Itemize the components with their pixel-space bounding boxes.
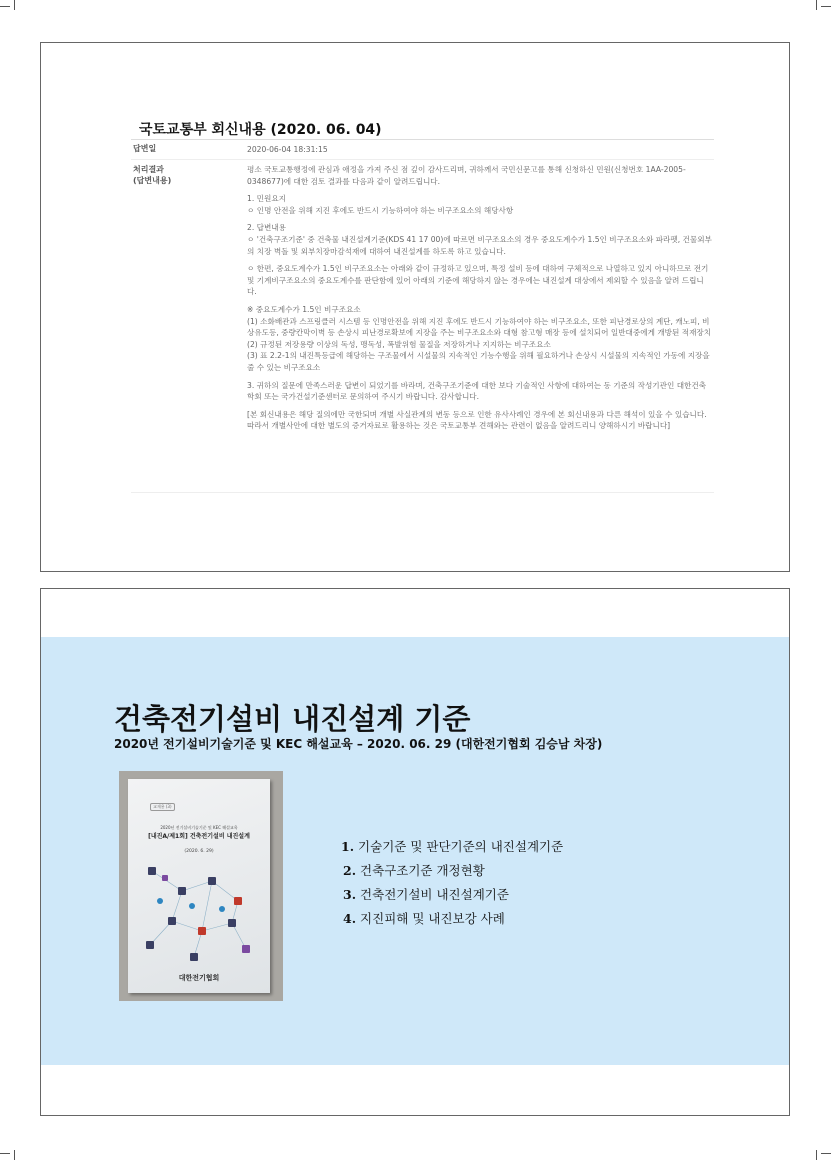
crop-mark [816,0,817,10]
slide-ministry-reply [40,42,790,572]
toc-item: 4. 지진피해 및 내진보강 사례 [343,911,505,926]
slide-title: 건축전기설비 내진설계 기준 [114,702,471,736]
reply-paragraph: ※ 중요도계수가 1.5인 비구조요소 (1) 소화배관과 스프링클러 시스템 등 인명안전을 위해 지진 후에도 반드시 기능하여야 하는 비구조요소, 또한 피난경로상의 계단, 캐노피, 비상유도등, 중량칸막이벽 등 손상시 피난경로확보에 지장을 주는 비구조요소와 대형 참고형 매장 등에 설치되어 일반대중에게 개방된 적재장치 (2) 규정된 저장용량 이상의 독성, 맹독성, 폭발위험 물질을 저장하거나 지지하는 비구조요소 (3) 표 2.2-1의 내진특등급에 해당하는 구조물에서 시설물의 지속적인 기능수행을 위해 필요하거나 손상시 시설물의 지속적인 가동에 지장을 줄 수 있는 비구조요소 [247,304,712,372]
scanned-reply [131,139,714,493]
crop-mark [816,1150,817,1160]
reply-paragraph: 2. 답변내용 ㅇ '건축구조기준' 중 건축물 내진설계기준(KDS 41 17 00)에 따르면 비구조요소의 경우 중요도계수가 1.5인 비구조요소와 파라펫, 건물외부의 치장 벽돌 및 외부치장마감석재에 대하여 내진설계를 하도록 하고 있습니다. [247,223,712,256]
crop-mark [821,1153,831,1154]
book-publisher: 대한전기협회 [178,974,220,982]
reply-body [247,164,712,438]
book-tag: 교재용 (3) [150,803,175,811]
slide-subtitle: 2020년 전기설비기술기준 및 KEC 해설교육 – 2020. 06. 29 (대한전기협회 김승남 차장) [114,737,603,751]
answer-date-label: 답변일 [133,144,157,153]
reply-paragraph: ㅇ 한편, 중요도계수가 1.5인 비구조요소는 아래와 같이 규정하고 있으며, 특정 설비 등에 대하여 구체적으로 나열하고 있지 아니하므로 전기 및 기계비구조요소의 중요도계수를 판단함에 있어 아래의 기준에 해당하지 않는 경우에는 내진설계 대상에서 제외할 수 있음을 알려 드립니다. [247,264,709,297]
crop-mark [821,6,831,7]
slide-seismic-design [40,588,790,1116]
table-of-contents [341,835,563,931]
network-illustration [142,861,256,965]
toc-item: 2. 건축구조기준 개정현황 [343,863,485,878]
toc-item: 3. 건축전기설비 내진설계기준 [343,887,509,902]
book-cover [128,779,270,993]
divider [131,159,714,160]
crop-mark [0,6,10,7]
reply-paragraph: [본 회신내용은 해당 질의에만 국한되며 개별 사실관계의 변동 등으로 인한 유사사례인 경우에 본 회신내용과 다른 해석이 있을 수 있습니다. 따라서 개별사안에 대한 별도의 증거자료로 활용하는 것은 국토교통부 견해와는 관련이 없음을 알려드리니 양해하시기 바랍니다] [247,409,707,431]
crop-mark [14,0,15,10]
book-date: (2020. 6. 29) [184,849,214,854]
reply-paragraph: 1. 민원요지 ㅇ 인명 안전을 위해 지진 후에도 반드시 기능하여야 하는 비구조요소의 해당사항 [247,194,514,215]
reply-paragraph: 3. 귀하의 질문에 만족스러운 답변이 되었기를 바라며, 건축구조기준에 대한 보다 기술적인 사항에 대하여는 동 기준의 작성기관인 대한건축학회 또는 국가건설기준센터로 문의하여 주시기 바랍니다. 감사합니다. [247,380,707,402]
result-label: 처리결과 (답변내용) [133,165,172,185]
book-cover-photo [119,771,283,1001]
book-title: [내진A/제1회] 건축전기설비 내진설계 [148,833,250,840]
reply-paragraph: 평소 국토교통행정에 관심과 애정을 가져 주신 점 깊이 감사드리며, 귀하께서 국민신문고를 통해 신청하신 민원(신청번호 1AA-2005-0348677)에 대한 검토 결과를 다음과 같이 알려드립니다. [247,165,686,186]
reply-title: 국토교통부 회신내용 (2020. 06. 04) [139,122,382,138]
crop-mark [0,1153,10,1154]
crop-mark [14,1150,15,1160]
answer-date: 2020-06-04 18:31:15 [247,145,328,154]
book-edu: 2020년 전기설비기술기준 및 KEC 해설교육 [160,825,238,830]
toc-item: 1. 기술기준 및 판단기준의 내진설계기준 [341,839,564,854]
